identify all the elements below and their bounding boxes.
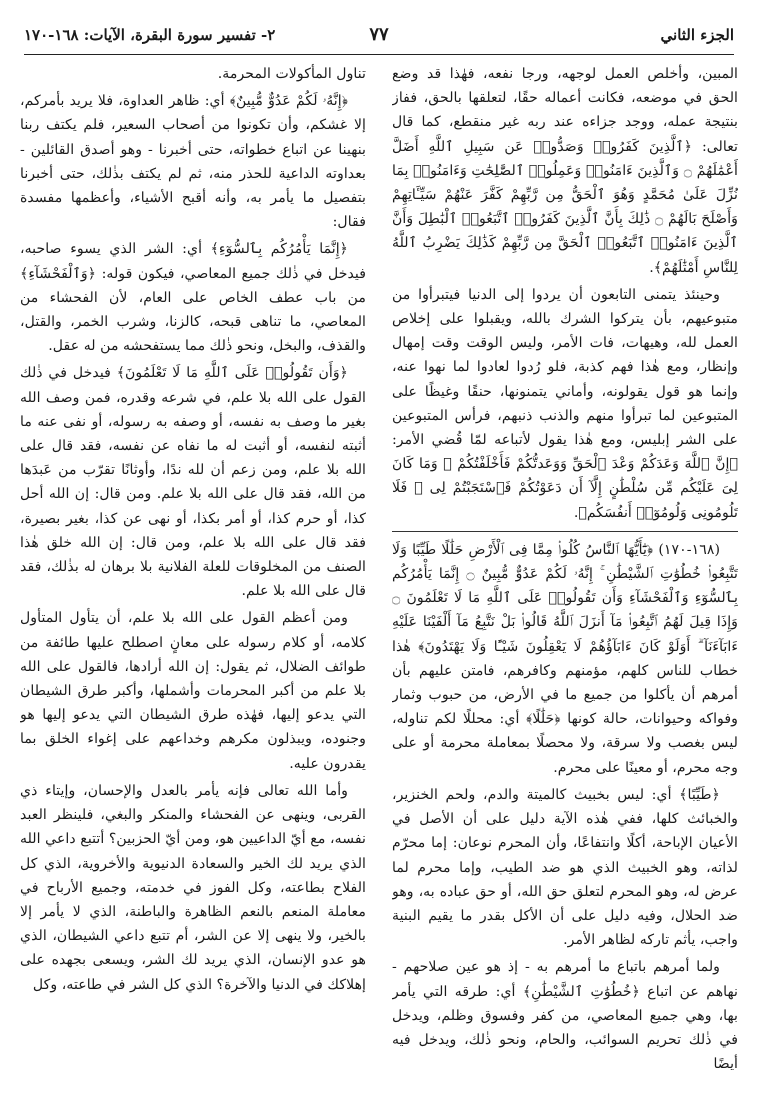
paragraph: ﴿طَيِّبًا﴾ أي: ليس بخبيث كالميتة والدم، ولحم الخنزير، والخبائث كلها، ففي هٰذه الآية دليل على أن الأصل في الأعيان الإباحة، أكلًا وانتفاعًا، وأن المحرم نوعان: إما محرّم لذاته، وهو الخبيث الذي هو ضد الطيب، وإما محرم لما عرض له، وهو المحرم لتعلق حق الله، أو حق عباده به، وهو ضد الحلال، وفيه دليل على أن الأكل بقدر ما يقيم البنية واجب، يأثم تاركه لظاهر الأمر. <box>392 786 738 949</box>
paragraph: وأما الله تعالى فإنه يأمر بالعدل والإحسان، وإيتاء ذي القربى، وينهى عن الفحشاء والمنكر والبغي، فلينظر العبد نفسه، مع أيّ الداعيين هو، ومن أيّ الحزبين؟ أتتبع داعي الله الذي يريد لك الخير والسعادة الدنيوية والأخروية، الذي كل الفلاح بطاعته، وكل الفوز في خدمته، وجميع الأرباح في معاملة المنعم بالنعم الظاهرة والباطنة، الذي لا يأمر إلا بالخير، ولا ينهى إلا عن الشر، أم تتبع داعي الشيطان، الذي هو عدو الإنسان، الذي يريد لك الشر، ويسعى بجهده على إهلاكك في الدنيا والآخرة؟ الذي كل الشر في طاعته، وكل <box>20 782 366 993</box>
paragraph: (١٦٨-١٧٠) ﴿يَٰٓأَيُّهَا ٱلنَّاسُ كُلُوا۟ مِمَّا فِى ٱلْأَرْضِ حَلَٰلًا طَيِّبًا وَلَا تَتَّبِعُوا۟ خُطُوَٰتِ ٱلشَّيْطَٰنِ ۚ إِنَّهُۥ لَكُمْ عَدُوٌّ مُّبِينٌ ۝ إِنَّمَا يَأْمُرُكُم بِٱلسُّوٓءِ وَٱلْفَحْشَآءِ وَأَن تَقُولُوا۟ عَلَى ٱللَّهِ مَا لَا تَعْلَمُونَ ۝ وَإِذَا قِيلَ لَهُمُ ٱتَّبِعُوا۟ مَآ أَنزَلَ ٱللَّهُ قَالُوا۟ بَلْ نَتَّبِعُ مَآ أَلْفَيْنَا عَلَيْهِ ءَابَآءَنَآ ۗ أَوَلَوْ كَانَ ءَابَآؤُهُمْ لَا يَعْقِلُونَ شَيْـًٔا وَلَا يَهْتَدُونَ﴾ هٰذا خطاب للناس كلهم، مؤمنهم وكافرهم، فامتن عليهم بأن أمرهم أن يأكلوا من جميع ما في الأرض، من حبوب وثمار وفواكه وحيوانات، حالة كونها ﴿حَلَٰلًا﴾ أي: محللًا لكم تناوله، ليس بغصب ولا سرقة، ولا محصلًا بمعاملة محرمة أو على وجه محرم، أو معينًا على محرم. <box>392 541 738 776</box>
section-divider <box>392 531 738 532</box>
page-number: ٧٧ <box>369 24 389 45</box>
paragraph: ﴿إِنَّهُۥ لَكُمْ عَدُوٌّ مُّبِينٌ﴾ أي: ظاهر العداوة، فلا يريد بأمركم، إلا غشكم، وأن تكونوا من أصحاب السعير، فلم يكتف ربنا بنهينا عن اتباع خطواته، حتى أخبرنا - وهو أصدق القائلين - بعداوته الداعية للحذر منه، ثم لم يكتف بذٰلك، حتى أخبرنا بتفصيل ما يأمر به، وأنه أقبح الأشياء، وأعظمها مفسدة فقال: <box>20 93 366 231</box>
left-column <box>20 62 366 1097</box>
paragraph: ﴿إِنَّمَا يَأْمُرُكُم بِٱلسُّوٓءِ﴾ أي: الشر الذي يسوء صاحبه، فيدخل في ذٰلك جميع المعاصي، فيكون قوله: ﴿وَٱلْفَحْشَآءِ﴾ من باب عطف الخاص على العام، لأن الفحشاء من المعاصي، ما تناهى قبحه، كالزنا، وشرب الخمر، والقتل، والقذف، والبخل، ونحو ذٰلك مما يستفحشه من له عقل. <box>20 241 366 355</box>
right-column <box>392 62 738 1097</box>
paragraph: ولما أمرهم باتباع ما أمرهم به - إذ هو عين صلاحهم - نهاهم عن اتباع ﴿خُطُوَٰتِ ٱلشَّيْطَٰنِ﴾ أي: طرقه التي يأمر بها، وهي جميع المعاصي، من كفر وفسوق وظلم، ويدخل في ذٰلك تحريم السوائب، والحام، ونحو ذٰلك، ويدخل فيه أيضًا <box>392 959 738 1073</box>
page-header <box>24 22 734 50</box>
paragraph: المبين، وأخلص العمل لوجهه، ورجا نفعه، فهٰذا قد وضع الحق في موضعه، فكانت أعماله حقًا، لتعلقها بالحق، ففاز بنتيجة عمله، ووجد جزاءه عند ربه غير منقطع، كما قال تعالى: ﴿ٱلَّذِينَ كَفَرُوا۟ وَصَدُّوا۟ عَن سَبِيلِ ٱللَّهِ أَضَلَّ أَعْمَٰلَهُمْ ۝ وَٱلَّذِينَ ءَامَنُوا۟ وَعَمِلُوا۟ ٱلصَّٰلِحَٰتِ وَءَامَنُوا۟ بِمَا نُزِّلَ عَلَىٰ مُحَمَّدٍ وَهُوَ ٱلْحَقُّ مِن رَّبِّهِمْ كَفَّرَ عَنْهُمْ سَيِّـَٔاتِهِمْ وَأَصْلَحَ بَالَهُمْ ۝ ذَٰلِكَ بِأَنَّ ٱلَّذِينَ كَفَرُوا۟ ٱتَّبَعُوا۟ ٱلْبَٰطِلَ وَأَنَّ ٱلَّذِينَ ءَامَنُوا۟ ٱتَّبَعُوا۟ ٱلْحَقَّ مِن رَّبِّهِمْ كَذَٰلِكَ يَضْرِبُ ٱللَّهُ لِلنَّاسِ أَمْثَٰلَهُمْ﴾. <box>392 66 738 276</box>
paragraph: وحينئذ يتمنى التابعون أن يردوا إلى الدنيا فيتبرأوا من متبوعيهم، بأن يتركوا الشرك بالله، ويقبلوا على إخلاص العمل لله، وهيهات، فات الأمر، وليس الوقت وقت إمهال وإنظار، ومع هٰذا فهم كذبة، فلو رُدوا لعادوا لما نهوا عنه، وإنما هو قول يقولونه، وأماني يتمنونها، حنقًا وغيظًا على المتبوعين لما تبرأوا منهم والذنب ذنبهم، فرأس المتبوعين على الشر إبليس، ومع هٰذا يقول لأتباعه لمّا قُضي الأمر: ﴿إِنَّ ٱللَّهَ وَعَدَكُمْ وَعْدَ ٱلْحَقِّ وَوَعَدتُّكُمْ فَأَخْلَفْتُكُمْ ۖ وَمَا كَانَ لِىَ عَلَيْكُم مِّن سُلْطَٰنٍ إِلَّآ أَن دَعَوْتُكُمْ فَٱسْتَجَبْتُمْ لِى ۖ فَلَا تَلُومُونِى وَلُومُوٓا۟ أَنفُسَكُم﴾. <box>392 286 738 521</box>
paragraph: تناول المأكولات المحرمة. <box>217 66 366 82</box>
paragraph: ﴿وَأَن تَقُولُوا۟ عَلَى ٱللَّهِ مَا لَا تَعْلَمُونَ﴾ فيدخل في ذٰلك القول على الله بلا علم، في شرعه وقدره، فمن وصف الله بغير ما وصف به نفسه، أو وصفه به رسوله، أو نفى عنه ما أثبته لنفسه، أو أثبت له ما نفاه عن نفسه، فقد قال على الله بلا علم، ومن زعم أن لله ندًا، وأوثانًا تقرّب من عَبدَها من الله، فقد قال على الله بلا علم. ومن قال: إن الله أحل كذا، أو حرم كذا، أو أمر بكذا، أو نهى عن كذا، بغير بصيرة، فقد قال على الله بلا علم، ومن قال: إن الله خلق هٰذا الصنف من المخلوقات للعلة الفلانية بلا برهان له بذٰلك، فقد قال على الله بلا علم. <box>20 365 366 600</box>
chapter-title: ٢- تفسير سورة البقرة، الآيات: ١٦٨-١٧٠ <box>24 26 276 44</box>
page-body <box>20 62 738 1099</box>
paragraph: ومن أعظم القول على الله بلا علم، أن يتأول المتأول كلامه، أو كلام رسوله على معانٍ اصطلح عليها طائفة من طوائف الضلال، ثم يقول: إن الله أرادها، فالقول على الله بلا علم من أكبر المحرمات وأشملها، وأكبر طرق الشيطان التي يدعو إليها، فهٰذه طرق الشيطان التي يدعو إليها هو وجنوده، ويبذلون مكرهم وخداعهم على إغواء الخلق بما يقدرون عليه. <box>20 610 366 772</box>
part-title: الجزء الثاني <box>660 26 734 44</box>
header-rule <box>24 54 734 55</box>
